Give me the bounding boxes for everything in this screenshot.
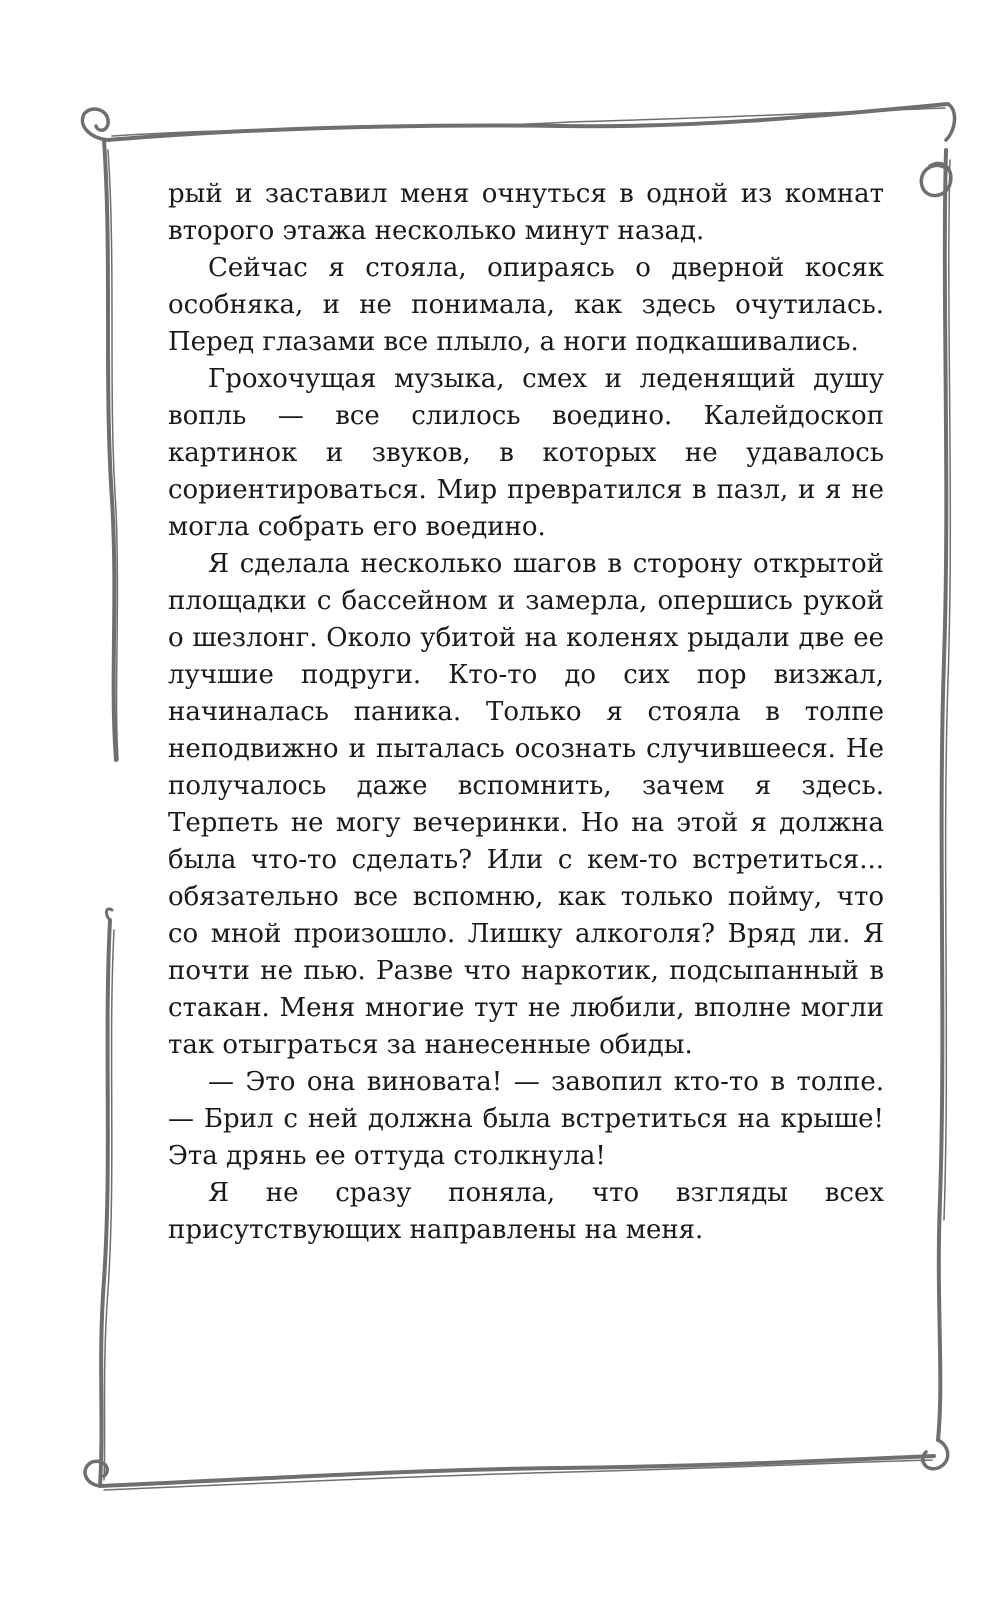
paragraph-1: рый и заставил меня очнуться в одной из комнат второго этажа несколько минут назад. bbox=[168, 179, 884, 246]
paragraph-5: — Это она виновата! — завопил кто-то в толпе. — Брил с ней должна была встретиться на крыше! Эта дрянь ее оттуда столкнула! bbox=[168, 1067, 884, 1171]
paragraph-4: Я сделала несколько шагов в сторону открытой площадки с бассейном и замерла, опершись рукой о шезлонг. Около убитой на коленях рыдали две ее лучшие подруги. Кто-то до сих пор визжал, начиналась паника. Только я стояла в толпе неподвижно и пыталась осознать случившееся. Не получалось даже вспомнить, зачем я здесь. Терпеть не могу вечеринки. Но на этой я должна была что-то сделать? Или с кем-то встретиться... обязательно все вспомню, как только пойму, что со мной произошло. Лишку алкоголя? Вряд ли. Я почти не пью. Разве что наркотик, подсыпанный в стакан. Меня многие тут не любили, вполне могли так отыграться за нанесенные обиды. bbox=[168, 549, 884, 1060]
page-text bbox=[168, 176, 884, 1249]
paragraph-3: Грохочущая музыка, смех и леденящий душу вопль — все слилось воедино. Калейдоскоп картинок и звуков, в которых не удавалось сориентироваться. Мир превратился в пазл, и я не могла собрать его воедино. bbox=[168, 364, 884, 542]
paragraph-2: Сейчас я стояла, опираясь о дверной косяк особняка, и не понимала, как здесь очутилась. Перед глазами все плыло, а ноги подкашивались. bbox=[168, 253, 884, 357]
paragraph-6: Я не сразу поняла, что взгляды всех присутствующих направлены на меня. bbox=[168, 1178, 884, 1245]
